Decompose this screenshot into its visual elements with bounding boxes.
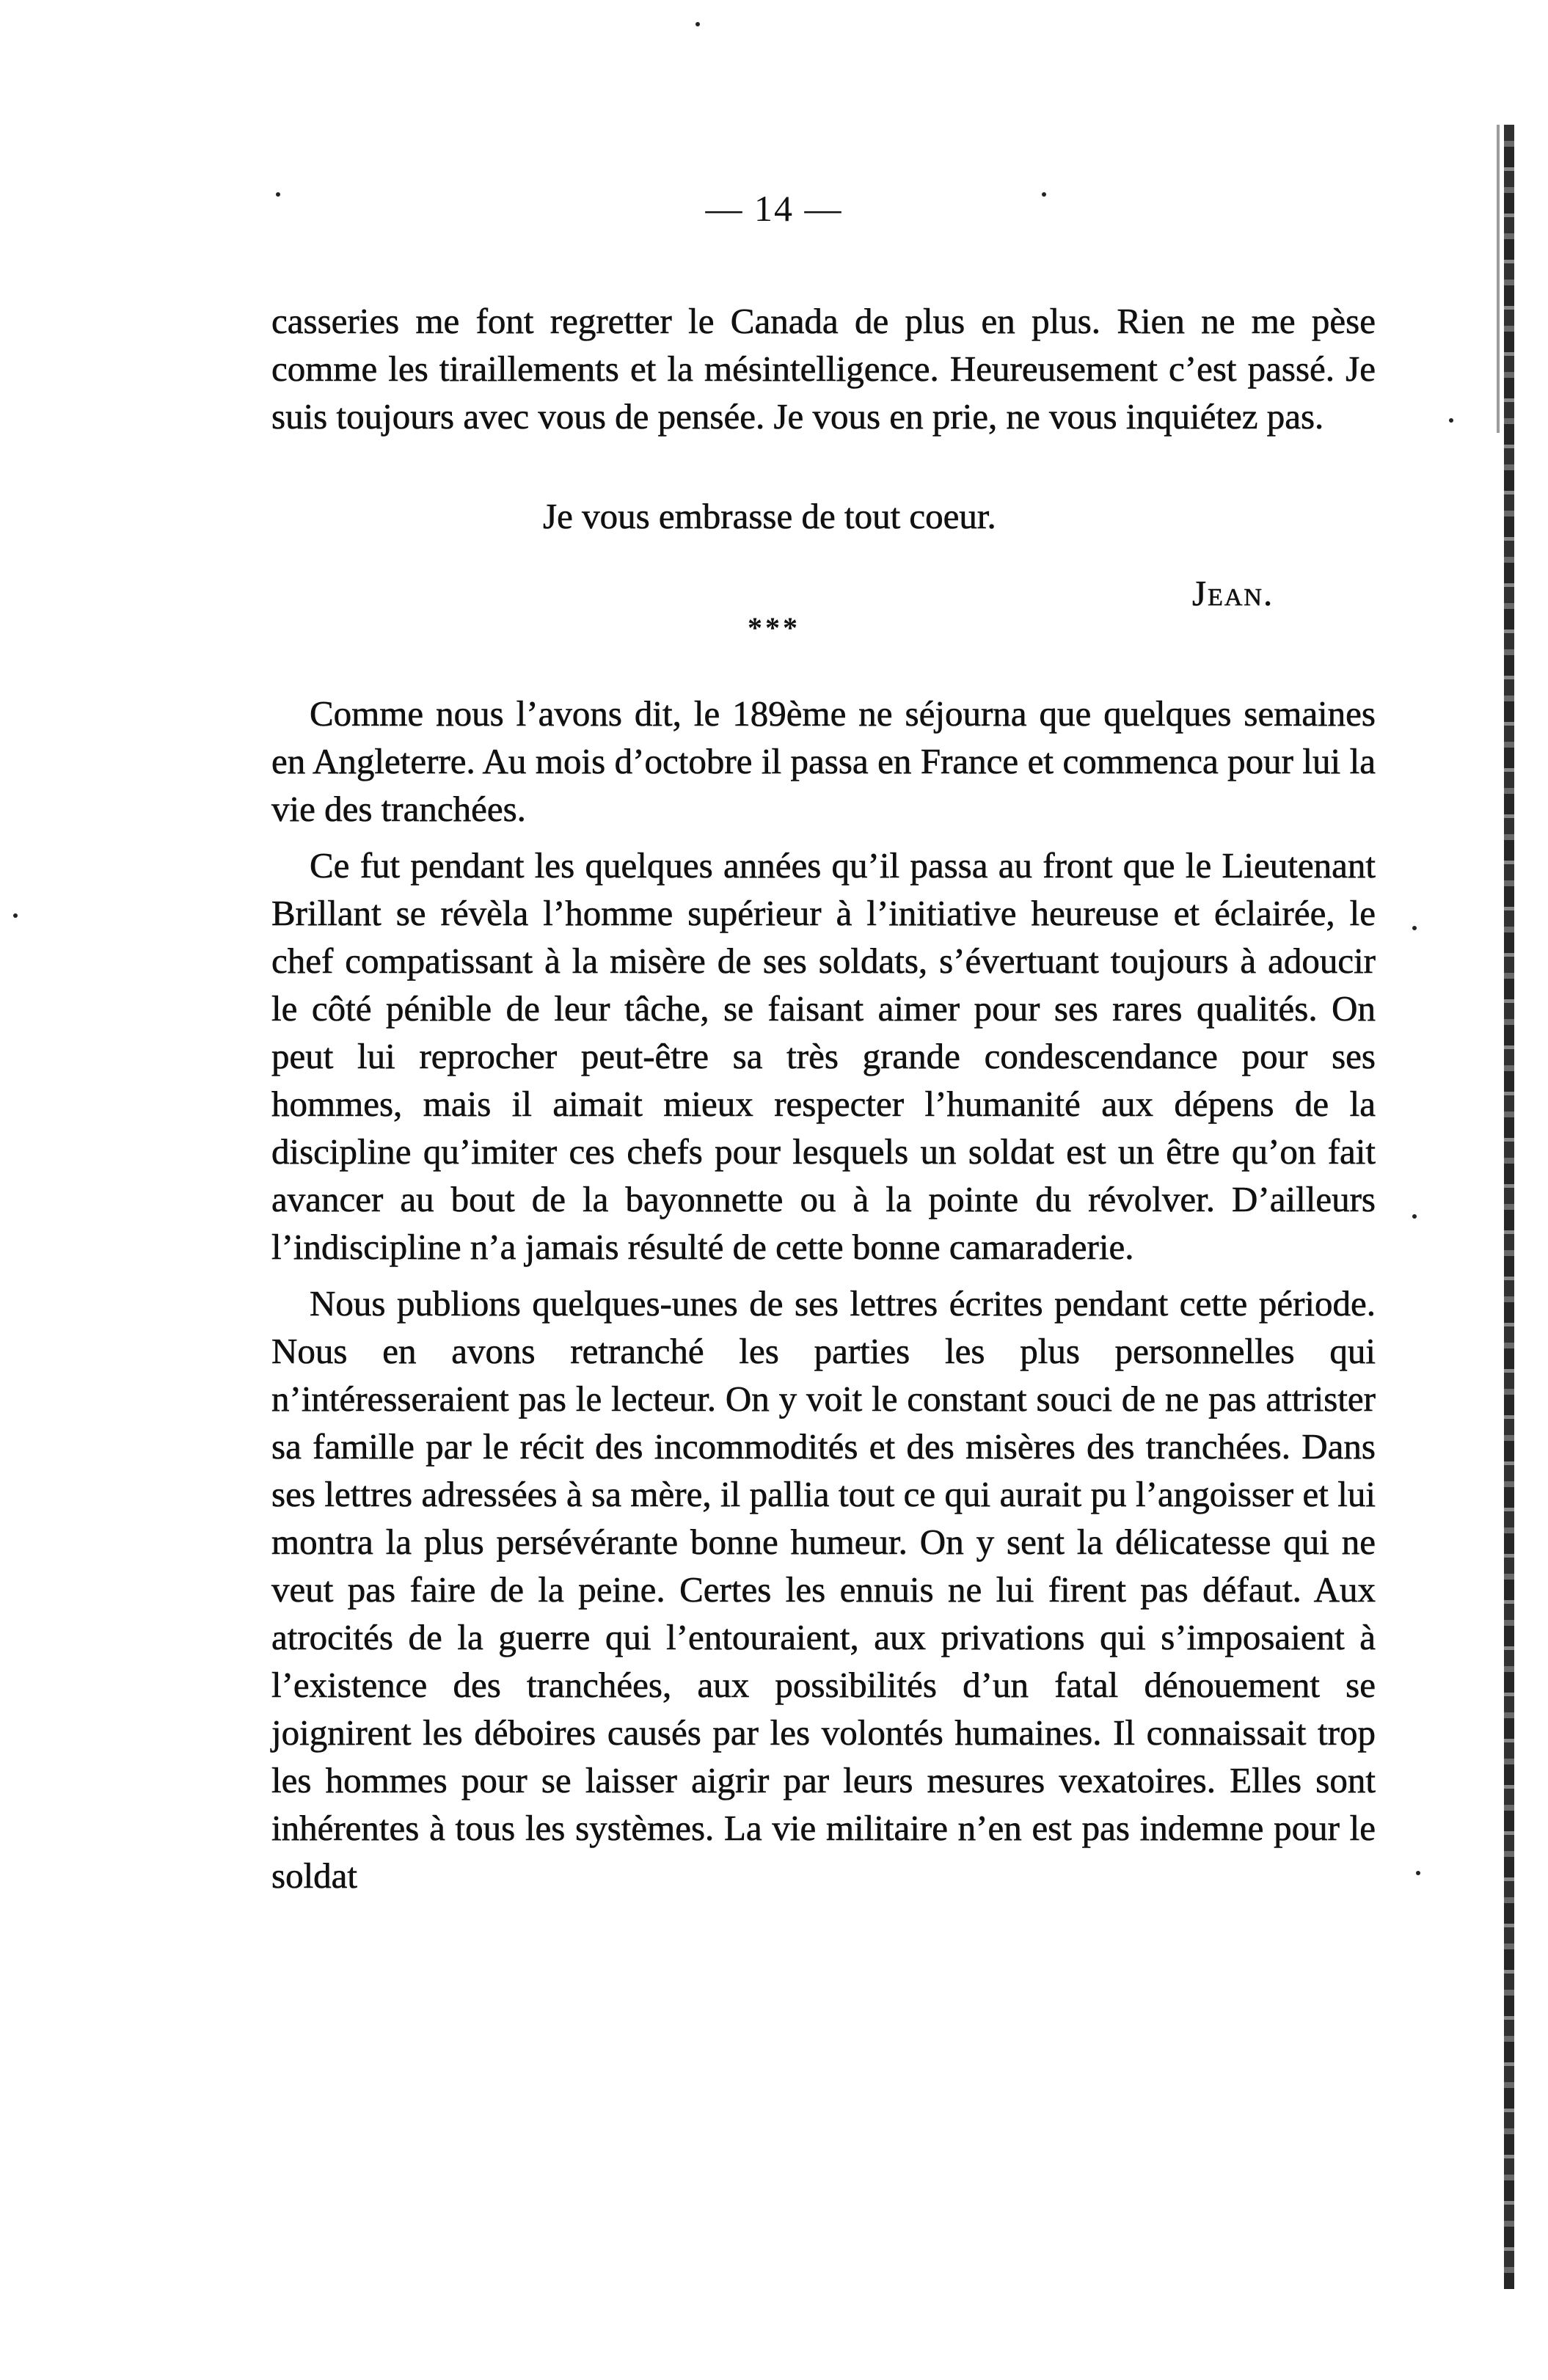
- letter-closing: Je vous embrasse de tout coeur.: [543, 496, 996, 536]
- letter-signature: Jean.: [1192, 573, 1274, 613]
- scan-speck: [13, 913, 18, 918]
- scan-speck: [1412, 1214, 1417, 1219]
- scan-binding-shadow: [1497, 125, 1500, 433]
- letter-paragraph: casseries me font regretter le Canada de plus en plus. Rien ne me pèse comme les tiraillements et la mésintelligence. Heureusement c’est passé. Je suis toujours avec vous de pensée. Je vous en prie, ne vous inquiétez pas.: [271, 301, 1376, 437]
- narrative-paragraph-2: Ce fut pendant les quelques années qu’il passa au front que le Lieutenant Brillant se révèla l’homme supérieur à l’initiative heureuse et éclairée, le chef compatissant à la misère de ses soldats, s’évertuant toujours à adoucir le côté pénible de leur tâche, se faisant aimer pour ses rares qualités. On peut lui reprocher peut-être sa très grande condescendance pour ses hommes, mais il aimait mieux respecter l’humanité aux dépens de la discipline qu’imiter ces chefs pour lesquels un soldat est un être qu’on fait avancer au bout de la bayonnette ou à la pointe du révolver. D’ailleurs l’indiscipline n’a jamais résulté de cette bonne camaraderie.: [271, 845, 1376, 1267]
- scan-speck: [1416, 1871, 1420, 1875]
- letter-excerpt: [271, 297, 1376, 440]
- scan-binding-edge: [1504, 125, 1514, 2289]
- narrative-paragraph-1: Comme nous l’avons dit, le 189ème ne séjourna que quelques semaines en Angleterre. Au mois d’octobre il passa en France et commenca pour lui la vie des tranchées.: [271, 693, 1376, 829]
- section-separator: ***: [748, 611, 800, 644]
- narrative-paragraph-3: Nous publions quelques-unes de ses lettres écrites pendant cette période. Nous en avons retranché les parties les plus personnelles qui n’intéresseraient pas le lecteur. On y voit le constant souci de ne pas attrister sa famille par le récit des incommodités et des misères des tranchées. Dans ses lettres adressées à sa mère, il pallia tout ce qui aurait pu l’angoisser et lui montra la plus persévérante bonne humeur. On y sent la délicatesse qui ne veut pas faire de la peine. Certes les ennuis ne lui firent pas défaut. Aux atrocités de la guerre qui l’entouraient, aux privations qui s’imposaient à l’existence des tranchées, aux possibilités d’un fatal dénouement se joignirent les déboires causés par les volontés humaines. Il connaissait trop les hommes pour se laisser aigrir par leurs mesures vexatoires. Elles sont inhérentes à tous les systèmes. La vie militaire n’en est pas indemne pour le soldat: [271, 1283, 1376, 1896]
- scan-speck: [1449, 418, 1453, 423]
- scan-speck: [276, 192, 280, 197]
- scan-speck: [695, 22, 700, 26]
- page-number: — 14 —: [705, 188, 843, 229]
- narrative-text: [271, 690, 1376, 1899]
- scan-speck: [1412, 926, 1417, 930]
- scan-speck: [1042, 192, 1046, 197]
